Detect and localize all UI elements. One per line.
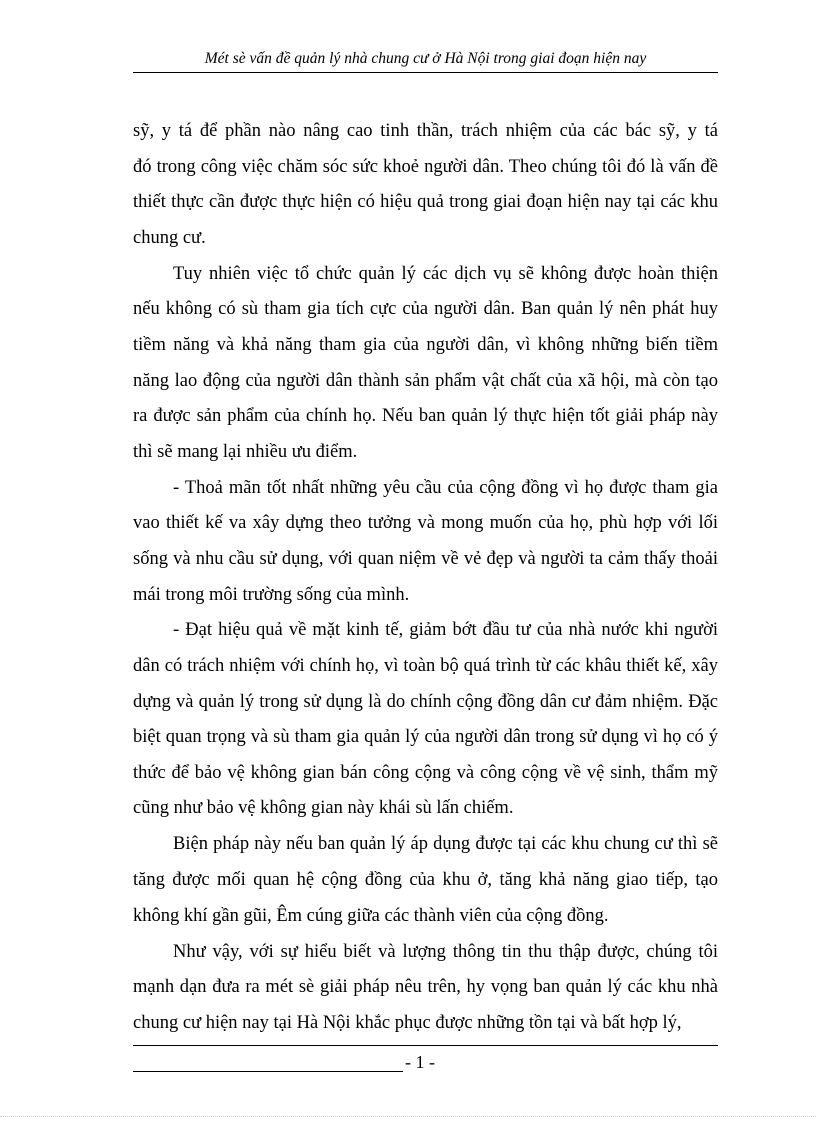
paragraph-line: Như vậy, với sự hiểu biết và lượng thông tin thu thập được, chúng tôi [173,941,718,962]
paragraph-line: - Đạt hiệu quả về mặt kinh tế, giảm bớt đầu tư của nhà nước khi người [173,620,718,641]
paragraph [133,114,718,256]
paragraph-line: thiết thực cần được thực hiện có hiệu quả trong giai đoạn hiện nay tại các khu [133,192,718,213]
paragraph-line: sỹ, y tá để phần nào nâng cao tinh thần, trách nhiệm của các bác sỹ, y tá [133,121,718,141]
page-bottom-dotted-border [0,1116,816,1117]
paragraph-line: chung cư. [133,227,206,248]
paragraph-line: dựng và quản lý trong sử dụng là do chính cộng đồng dân cư đảm nhiệm. Đặc [133,691,718,712]
paragraph-line: nếu không có sù tham gia tích cực của người dân. Ban quản lý nên phát huy [133,299,718,320]
paragraph-line: Tuy nhiên việc tổ chức quản lý các dịch vụ sẽ không được hoàn thiện [173,263,718,284]
paragraph-line: chung cư hiện nay tại Hà Nội khắc phục được những tồn tại và bất hợp lý, [133,1012,682,1033]
paragraph-line: cũng như bảo vệ không gian này khái sù lấn chiếm. [133,798,514,819]
paragraph-line: - Thoả mãn tốt nhất những yêu cầu của cộng đồng vì họ được tham gia [173,477,718,498]
paragraph [133,471,718,613]
paragraph-line: thì sẽ mang lại nhiều ưu điểm. [133,441,358,462]
paragraph [133,613,718,827]
paragraph-line: Biện pháp này nếu ban quản lý áp dụng được tại các khu chung cư thì sẽ [173,834,718,855]
paragraph-line: mái trong môi trường sống của mình. [133,584,410,605]
paragraph-line: sống và nhu cầu sử dụng, với quan niệm về vẻ đẹp và người ta cảm thấy thoải [133,548,718,569]
paragraph [133,935,718,1042]
paragraph-line: ra được sản phẩm của chính họ. Nếu ban quản lý thực hiện tốt giải pháp này [133,406,718,427]
body-text [133,114,718,1041]
paragraph-line: biệt quan trọng và sù tham gia quản lý của người dân trong sử dụng vì họ có ý [133,727,718,748]
paragraph-line: năng lao động của người dân thành sản phẩm vật chất của xã hội, mà còn tạo [133,370,718,391]
paragraph-line: vao thiết kế va xây dựng theo tưởng và mong muốn của họ, phù hợp với lối [133,513,718,534]
paragraph [133,827,718,934]
paragraph-line: đó trong công việc chăm sóc sức khoẻ người dân. Theo chúng tôi đó là vấn đề [133,156,718,177]
paragraph-line: dân có trách nhiệm với chính họ, vì toàn bộ quá trình từ các khâu thiết kế, xây [133,656,718,677]
paragraph [133,257,718,471]
paragraph-line: thức để bảo vệ không gian bán công cộng và công cộng về vệ sinh, thẩm mỹ [133,762,718,783]
paragraph-line: mạnh dạn đưa ra mét sè giải pháp nêu trên, hy vọng ban quản lý các khu nhà [133,977,718,998]
footer-left-rule [133,1071,403,1072]
footer-rule [133,1045,718,1046]
page-number: - 1 - [405,1052,435,1072]
header-rule [133,72,718,73]
paragraph-line: tiềm năng và khả năng tham gia của người dân, vì không những biến tiềm [133,334,718,355]
running-header: Mét sè vấn đề quản lý nhà chung cư ở Hà Nội trong giai đoạn hiện nay [204,50,647,67]
paragraph-line: tăng được mối quan hệ cộng đồng của khu ở, tăng khả năng giao tiếp, tạo [133,870,718,891]
paragraph-line: không khí gần gũi, Êm cúng giữa các thành viên của cộng đồng. [133,905,609,926]
